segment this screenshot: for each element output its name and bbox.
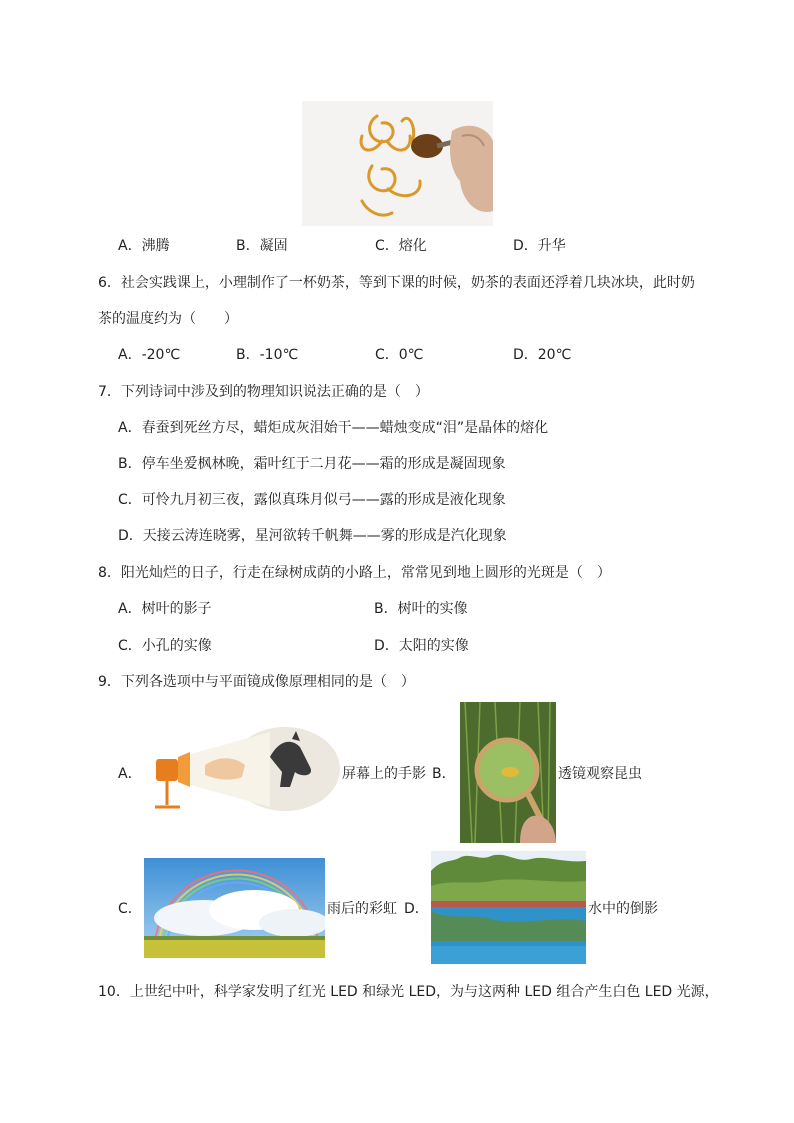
q7-option-c: C．可怜九月初三夜，露似真珠月似弓——露的形成是液化现象 (118, 492, 506, 508)
q9-option-d-letter: D． (404, 901, 429, 917)
q5-option-c: C．熔化 (375, 238, 427, 254)
rainbow-image (144, 858, 325, 958)
hand-shadow-image (150, 727, 340, 812)
q8-stem: 8．阳光灿烂的日子，行走在绿树成荫的小路上，常常见到地上圆形的光斑是（ ） (98, 565, 611, 581)
magnifier-insect-image (460, 702, 556, 843)
q7-option-d: D．天接云涛连晓雾，星河欲转千帆舞——雾的形成是汽化现象 (118, 528, 507, 544)
q7-option-b: B．停车坐爱枫林晚，霜叶红于二月花——霜的形成是凝固现象 (118, 456, 506, 472)
q9-option-c-caption: 雨后的彩虹 (327, 901, 397, 917)
q9-option-c-letter: C． (118, 901, 142, 917)
water-reflection-image (431, 851, 586, 964)
q9-stem: 9．下列各选项中与平面镜成像原理相同的是（ ） (98, 674, 415, 690)
q9-option-a-caption: 屏幕上的手影 (342, 766, 426, 782)
q8-option-b: B．树叶的实像 (374, 601, 468, 617)
q8-option-c: C．小孔的实像 (118, 638, 212, 654)
q6-option-a: A．-20℃ (118, 347, 181, 363)
q6-stem-line2: 茶的温度约为（ ） (98, 311, 238, 327)
q10-stem: 10．上世纪中叶，科学家发明了红光 LED 和绿光 LED，为与这两种 LED 组合产生白色 LED 光源， (98, 984, 719, 1000)
q5-option-d: D．升华 (513, 238, 566, 254)
q6-option-b: B．-10℃ (236, 347, 299, 363)
q9-option-b-caption: 透镜观察昆虫 (558, 766, 642, 782)
q8-option-a: A．树叶的影子 (118, 601, 212, 617)
q9-option-d-caption: 水中的倒影 (588, 901, 658, 917)
q6-option-d: D．20℃ (513, 347, 572, 363)
q7-stem: 7．下列诗词中涉及到的物理知识说法正确的是（ ） (98, 384, 429, 400)
q9-option-a-letter: A． (118, 766, 142, 782)
q5-option-b: B．凝固 (236, 238, 288, 254)
sugar-painting-image (302, 101, 493, 226)
q6-stem-line1: 6．社会实践课上，小理制作了一杯奶茶，等到下课的时候，奶茶的表面还浮着几块冰块，此时奶 (98, 275, 695, 291)
q5-option-a: A．沸腾 (118, 238, 170, 254)
q6-option-c: C．0℃ (375, 347, 424, 363)
q8-option-d: D．太阳的实像 (374, 638, 469, 654)
q9-option-b-letter: B． (432, 766, 456, 782)
q7-option-a: A．春蚕到死丝方尽，蜡炬成灰泪始干——蜡烛变成“泪”是晶体的熔化 (118, 420, 549, 436)
